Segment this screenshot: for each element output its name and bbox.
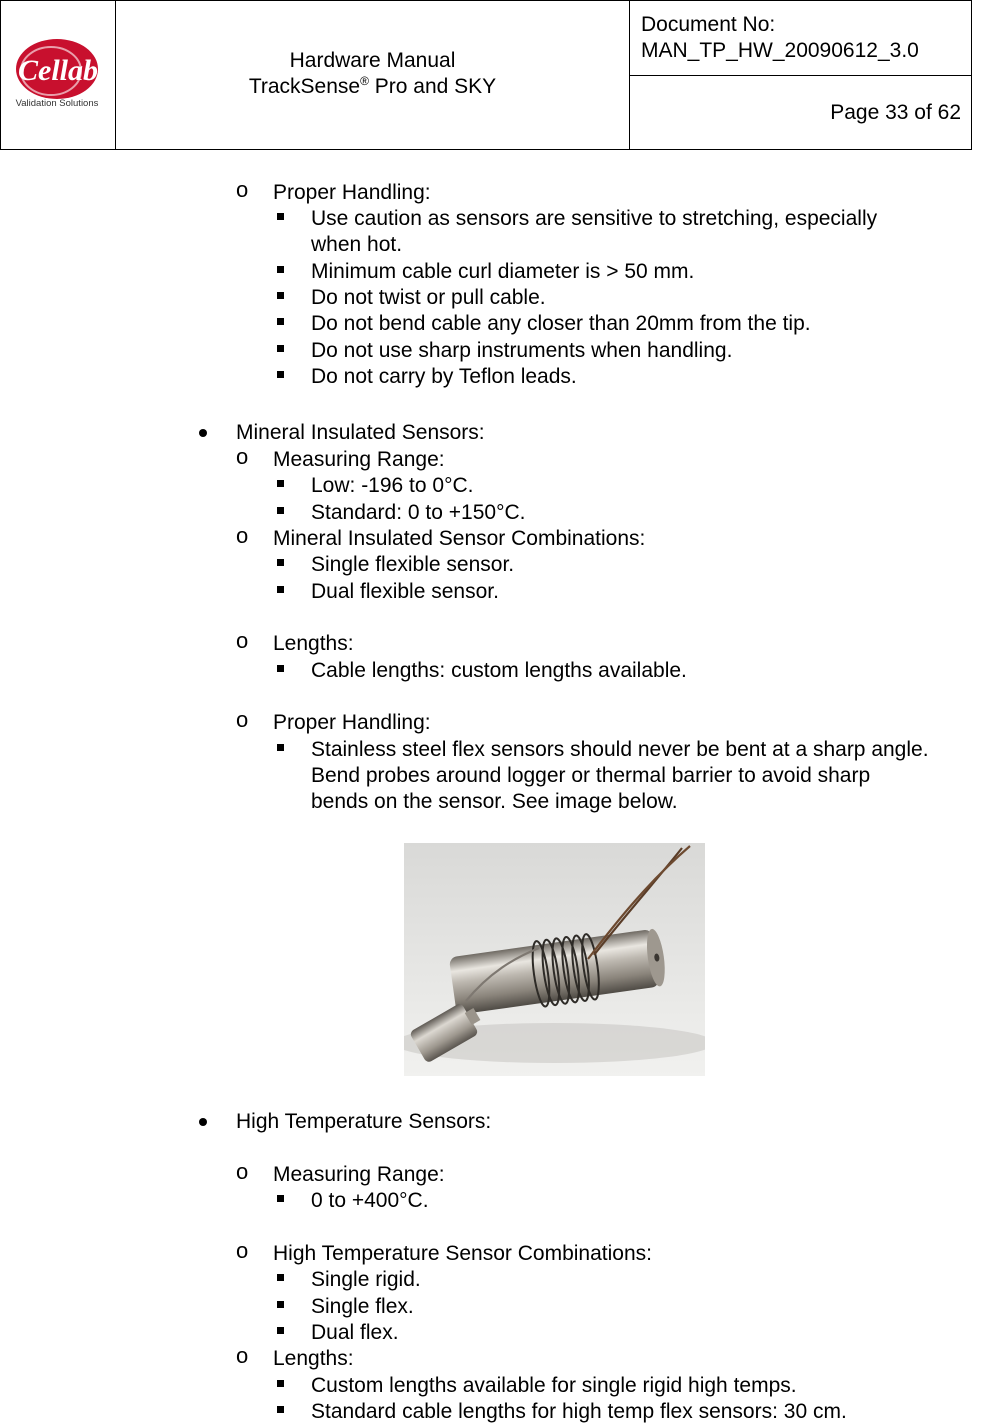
lengths-heading: Lengths: (273, 1347, 354, 1370)
high-temp-sensors-heading: High Temperature Sensors: (236, 1110, 492, 1133)
list-item: Low: -196 to 0°C. (311, 474, 474, 497)
document-label: Document No: (641, 13, 776, 36)
proper-handling-heading: Proper Handling: (273, 711, 431, 734)
measuring-range-heading: Measuring Range: (273, 1163, 445, 1186)
mineral-sensors-heading: Mineral Insulated Sensors: (236, 421, 485, 444)
list-item: Custom lengths available for single rigid high temps. (311, 1374, 797, 1397)
sensor-coil-photo (404, 843, 705, 1076)
page-number-cell (630, 76, 971, 149)
square-bullet (277, 480, 284, 487)
manual-title: Hardware Manual (289, 49, 456, 72)
sub-bullet-marker: o (236, 444, 249, 469)
square-bullet (277, 1406, 284, 1413)
list-item: Dual flex. (311, 1321, 399, 1344)
square-bullet (277, 213, 284, 220)
list-item: Cable lengths: custom lengths available. (311, 659, 687, 682)
list-item: Single flex. (311, 1295, 414, 1318)
product-name: TrackSense® Pro and SKY (248, 74, 497, 98)
sub-bullet-marker: o (236, 707, 249, 732)
list-item: Single flexible sensor. (311, 553, 515, 576)
square-bullet (277, 744, 284, 751)
list-item-continuation: when hot. (311, 233, 403, 256)
list-item: Minimum cable curl diameter is > 50 mm. (311, 260, 695, 283)
sub-bullet-marker: o (236, 1343, 249, 1368)
sub-bullet-marker: o (236, 523, 249, 548)
logo-tagline: Validation Solutions (15, 98, 99, 109)
list-item: Single rigid. (311, 1268, 421, 1291)
sub-bullet-marker: o (236, 628, 249, 653)
bullet-dot (199, 1118, 207, 1126)
company-logo (1, 1, 116, 149)
list-item: Do not use sharp instruments when handling. (311, 339, 733, 362)
list-item: Use caution as sensors are sensitive to stretching, especially (311, 207, 878, 230)
square-bullet (277, 345, 284, 352)
square-bullet (277, 1195, 284, 1202)
list-item: 0 to +400°C. (311, 1189, 429, 1212)
combinations-heading: Mineral Insulated Sensor Combinations: (273, 527, 646, 550)
square-bullet (277, 507, 284, 514)
list-item-continuation: Bend probes around logger or thermal barrier to avoid sharp (311, 764, 871, 787)
measuring-range-heading: Measuring Range: (273, 448, 445, 471)
manual-title-cell (116, 1, 630, 149)
square-bullet (277, 1301, 284, 1308)
square-bullet (277, 292, 284, 299)
document-number-cell (630, 1, 971, 76)
page-number: Page 33 of 62 (830, 101, 961, 124)
lengths-heading: Lengths: (273, 632, 354, 655)
square-bullet (277, 1274, 284, 1281)
sub-bullet-marker: o (236, 177, 249, 202)
document-number: MAN_TP_HW_20090612_3.0 (641, 39, 919, 62)
page-header (0, 0, 972, 150)
list-item: Dual flexible sensor. (311, 580, 499, 603)
square-bullet (277, 665, 284, 672)
combinations-heading: High Temperature Sensor Combinations: (273, 1242, 652, 1265)
bullet-dot (199, 429, 207, 437)
logo-wordmark: Cellab (18, 54, 98, 87)
list-item-continuation: bends on the sensor. See image below. (311, 790, 678, 813)
square-bullet (277, 371, 284, 378)
list-item: Standard cable lengths for high temp flex sensors: 30 cm. (311, 1400, 847, 1423)
square-bullet (277, 266, 284, 273)
logo-cell (1, 1, 116, 149)
square-bullet (277, 586, 284, 593)
proper-handling-heading: Proper Handling: (273, 181, 431, 204)
list-item: Do not bend cable any closer than 20mm from the tip. (311, 312, 811, 335)
square-bullet (277, 559, 284, 566)
list-item: Stainless steel flex sensors should never be bent at a sharp angle. (311, 738, 929, 761)
square-bullet (277, 1327, 284, 1334)
square-bullet (277, 318, 284, 325)
sub-bullet-marker: o (236, 1159, 249, 1184)
list-item: Standard: 0 to +150°C. (311, 501, 526, 524)
square-bullet (277, 1380, 284, 1387)
list-item: Do not carry by Teflon leads. (311, 365, 577, 388)
sub-bullet-marker: o (236, 1238, 249, 1263)
list-item: Do not twist or pull cable. (311, 286, 546, 309)
